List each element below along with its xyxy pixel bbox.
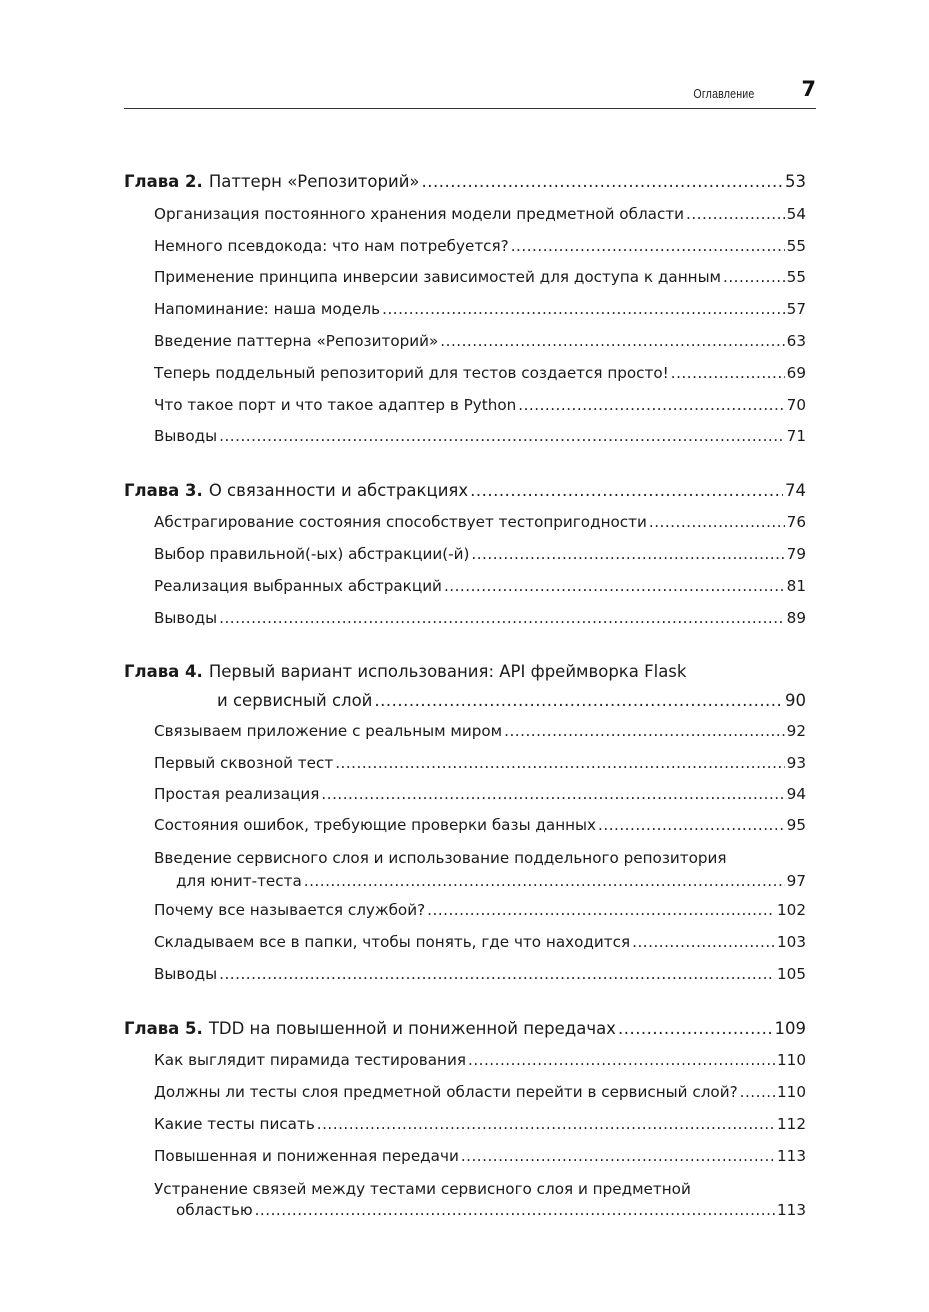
toc-section-entry — [124, 872, 806, 890]
dot-leader — [427, 901, 775, 919]
toc-entry-title: Повышенная и пониженная передачи — [154, 1147, 459, 1165]
toc-page-number: 53 — [785, 172, 806, 191]
toc-section-entry — [124, 849, 806, 867]
toc-entry-title: Применение принципа инверсии зависимостей для доступа к данным — [154, 268, 722, 286]
dot-leader — [444, 577, 785, 595]
chapter-label: Глава 5. — [124, 1019, 203, 1038]
header-divider — [124, 108, 816, 109]
dot-leader — [219, 609, 785, 627]
dot-leader — [219, 427, 785, 445]
dot-leader — [618, 1019, 773, 1038]
toc-entry-title: Первый сквозной тест — [154, 754, 334, 772]
toc-entry-title: Почему все называется службой? — [154, 901, 426, 919]
toc-page-number: 89 — [786, 609, 806, 627]
toc-page-number: 113 — [777, 1201, 806, 1219]
toc-page-number: 113 — [777, 1147, 806, 1165]
toc-entry-title: Складываем все в папки, чтобы понять, где что находится — [154, 933, 631, 951]
toc-entry-title: областью — [176, 1201, 253, 1219]
toc-entry-title: Реализация выбранных абстракций — [154, 577, 442, 595]
toc-page-number: 105 — [777, 965, 806, 983]
toc-section-entry — [124, 364, 806, 382]
dot-leader — [468, 1051, 775, 1069]
dot-leader — [219, 965, 775, 983]
dot-leader — [321, 785, 784, 803]
toc-section-entry — [124, 901, 806, 919]
toc-entry-title: Выбор правильной(-ых) абстракции(-й) — [154, 545, 470, 563]
dot-leader — [671, 364, 785, 382]
dot-leader — [461, 1147, 775, 1165]
toc-page-number: 79 — [786, 545, 806, 563]
toc-entry-title: Напоминание: наша модель — [154, 300, 381, 318]
toc-page-number: 76 — [786, 513, 806, 531]
toc-page-number: 69 — [786, 364, 806, 382]
chapter-label: Глава 4. — [124, 662, 203, 681]
toc-section-entry — [124, 1201, 806, 1219]
toc-page-number: 63 — [786, 332, 806, 350]
dot-leader — [740, 1083, 775, 1101]
dot-leader — [317, 1115, 775, 1133]
toc-entry-title: Теперь поддельный репозиторий для тестов создается просто! — [154, 364, 669, 382]
toc-section-entry — [124, 691, 806, 710]
toc-section-entry — [124, 300, 806, 318]
toc-page-number: 81 — [786, 577, 806, 595]
toc-chapter-entry — [124, 1019, 806, 1038]
dot-leader — [632, 933, 775, 951]
toc-chapter-entry — [124, 172, 806, 191]
dot-leader — [255, 1201, 775, 1219]
toc-section-entry — [124, 577, 806, 595]
toc-section-entry — [124, 754, 806, 772]
dot-leader — [686, 205, 785, 223]
toc-section-entry — [124, 237, 806, 255]
toc-entry-title: Немного псевдокода: что нам потребуется? — [154, 237, 509, 255]
toc-chapter-entry — [124, 481, 806, 500]
toc-entry-title: О связанности и абстракциях — [208, 481, 469, 500]
toc-page-number: 103 — [777, 933, 806, 951]
toc-entry-title: для юнит-теста — [176, 872, 302, 890]
toc-section-entry — [124, 205, 806, 223]
toc-page-number: 74 — [785, 481, 806, 500]
toc-page-number: 54 — [786, 205, 806, 223]
toc-entry-title: Должны ли тесты слоя предметной области перейти в сервисный слой? — [154, 1083, 738, 1101]
toc-entry-title: Какие тесты писать — [154, 1115, 315, 1133]
toc-page-number: 110 — [777, 1083, 806, 1101]
toc-entry-title: Как выглядит пирамида тестирования — [154, 1051, 466, 1069]
toc-page-number: 112 — [777, 1115, 806, 1133]
toc-section-entry — [124, 933, 806, 951]
toc-entry-title: Устранение связей между тестами сервисного слоя и предметной — [154, 1180, 691, 1198]
toc-entry-title: TDD на повышенной и пониженной передачах — [208, 1019, 616, 1038]
toc-section-entry — [124, 1180, 806, 1198]
toc-page-number: 94 — [786, 785, 806, 803]
toc-entry-title: Введение паттерна «Репозиторий» — [154, 332, 439, 350]
toc-section-entry — [124, 1115, 806, 1133]
toc-section-entry — [124, 816, 806, 834]
toc-section-entry — [124, 268, 806, 286]
dot-leader — [649, 513, 785, 531]
running-header — [124, 74, 816, 110]
toc-page-number: 92 — [786, 722, 806, 740]
toc-page-number: 109 — [774, 1019, 806, 1038]
toc-section-entry — [124, 1083, 806, 1101]
toc-entry-title: Паттерн «Репозиторий» — [208, 172, 420, 191]
dot-leader — [374, 691, 783, 710]
toc-entry-title: Организация постоянного хранения модели предметной области — [154, 205, 685, 223]
toc-page-number: 95 — [786, 816, 806, 834]
toc-page-number: 57 — [786, 300, 806, 318]
chapter-label: Глава 2. — [124, 172, 203, 191]
dot-leader — [598, 816, 785, 834]
toc-page-number: 90 — [785, 691, 806, 710]
toc-section-entry — [124, 1147, 806, 1165]
toc-entry-title: Состояния ошибок, требующие проверки базы данных — [154, 816, 597, 834]
dot-leader — [518, 396, 784, 414]
toc-section-entry — [124, 427, 806, 445]
toc-section-entry — [124, 545, 806, 563]
toc-section-entry — [124, 513, 806, 531]
toc-entry-title: Связываем приложение с реальным миром — [154, 722, 503, 740]
toc-entry-title: Первый вариант использования: API фреймворка Flask — [208, 662, 687, 681]
dot-leader — [471, 545, 784, 563]
toc-section-entry — [124, 396, 806, 414]
toc-section-entry — [124, 332, 806, 350]
toc-section-entry — [124, 965, 806, 983]
toc-page-number: 110 — [777, 1051, 806, 1069]
dot-leader — [511, 237, 785, 255]
dot-leader — [723, 268, 785, 286]
toc-section-entry — [124, 1051, 806, 1069]
dot-leader — [422, 172, 783, 191]
dot-leader — [382, 300, 785, 318]
toc-entry-title: Выводы — [154, 427, 218, 445]
toc-entry-title: Выводы — [154, 965, 218, 983]
toc-page-number: 55 — [786, 268, 806, 286]
toc-chapter-entry — [124, 662, 806, 681]
toc-entry-title: и сервисный слой — [217, 691, 373, 710]
toc-page-number: 97 — [786, 872, 806, 890]
toc-entry-title: Введение сервисного слоя и использование поддельного репозитория — [154, 849, 727, 867]
toc-entry-title: Простая реализация — [154, 785, 320, 803]
page-number: 7 — [801, 77, 816, 101]
toc-section-entry — [124, 722, 806, 740]
chapter-label: Глава 3. — [124, 481, 203, 500]
dot-leader — [504, 722, 785, 740]
dot-leader — [470, 481, 783, 500]
toc-entry-title: Что такое порт и что такое адаптер в Python — [154, 396, 517, 414]
toc-section-entry — [124, 785, 806, 803]
toc-entry-title: Абстрагирование состояния способствует тестопригодности — [154, 513, 647, 531]
dot-leader — [440, 332, 784, 350]
running-header-title: Оглавление — [692, 86, 754, 101]
toc-page-number: 55 — [786, 237, 806, 255]
dot-leader — [335, 754, 784, 772]
toc-page-number: 71 — [786, 427, 806, 445]
dot-leader — [304, 872, 785, 890]
toc-page-number: 102 — [777, 901, 806, 919]
toc-entry-title: Выводы — [154, 609, 218, 627]
toc-page-number: 93 — [786, 754, 806, 772]
toc-section-entry — [124, 609, 806, 627]
toc-page-number: 70 — [786, 396, 806, 414]
